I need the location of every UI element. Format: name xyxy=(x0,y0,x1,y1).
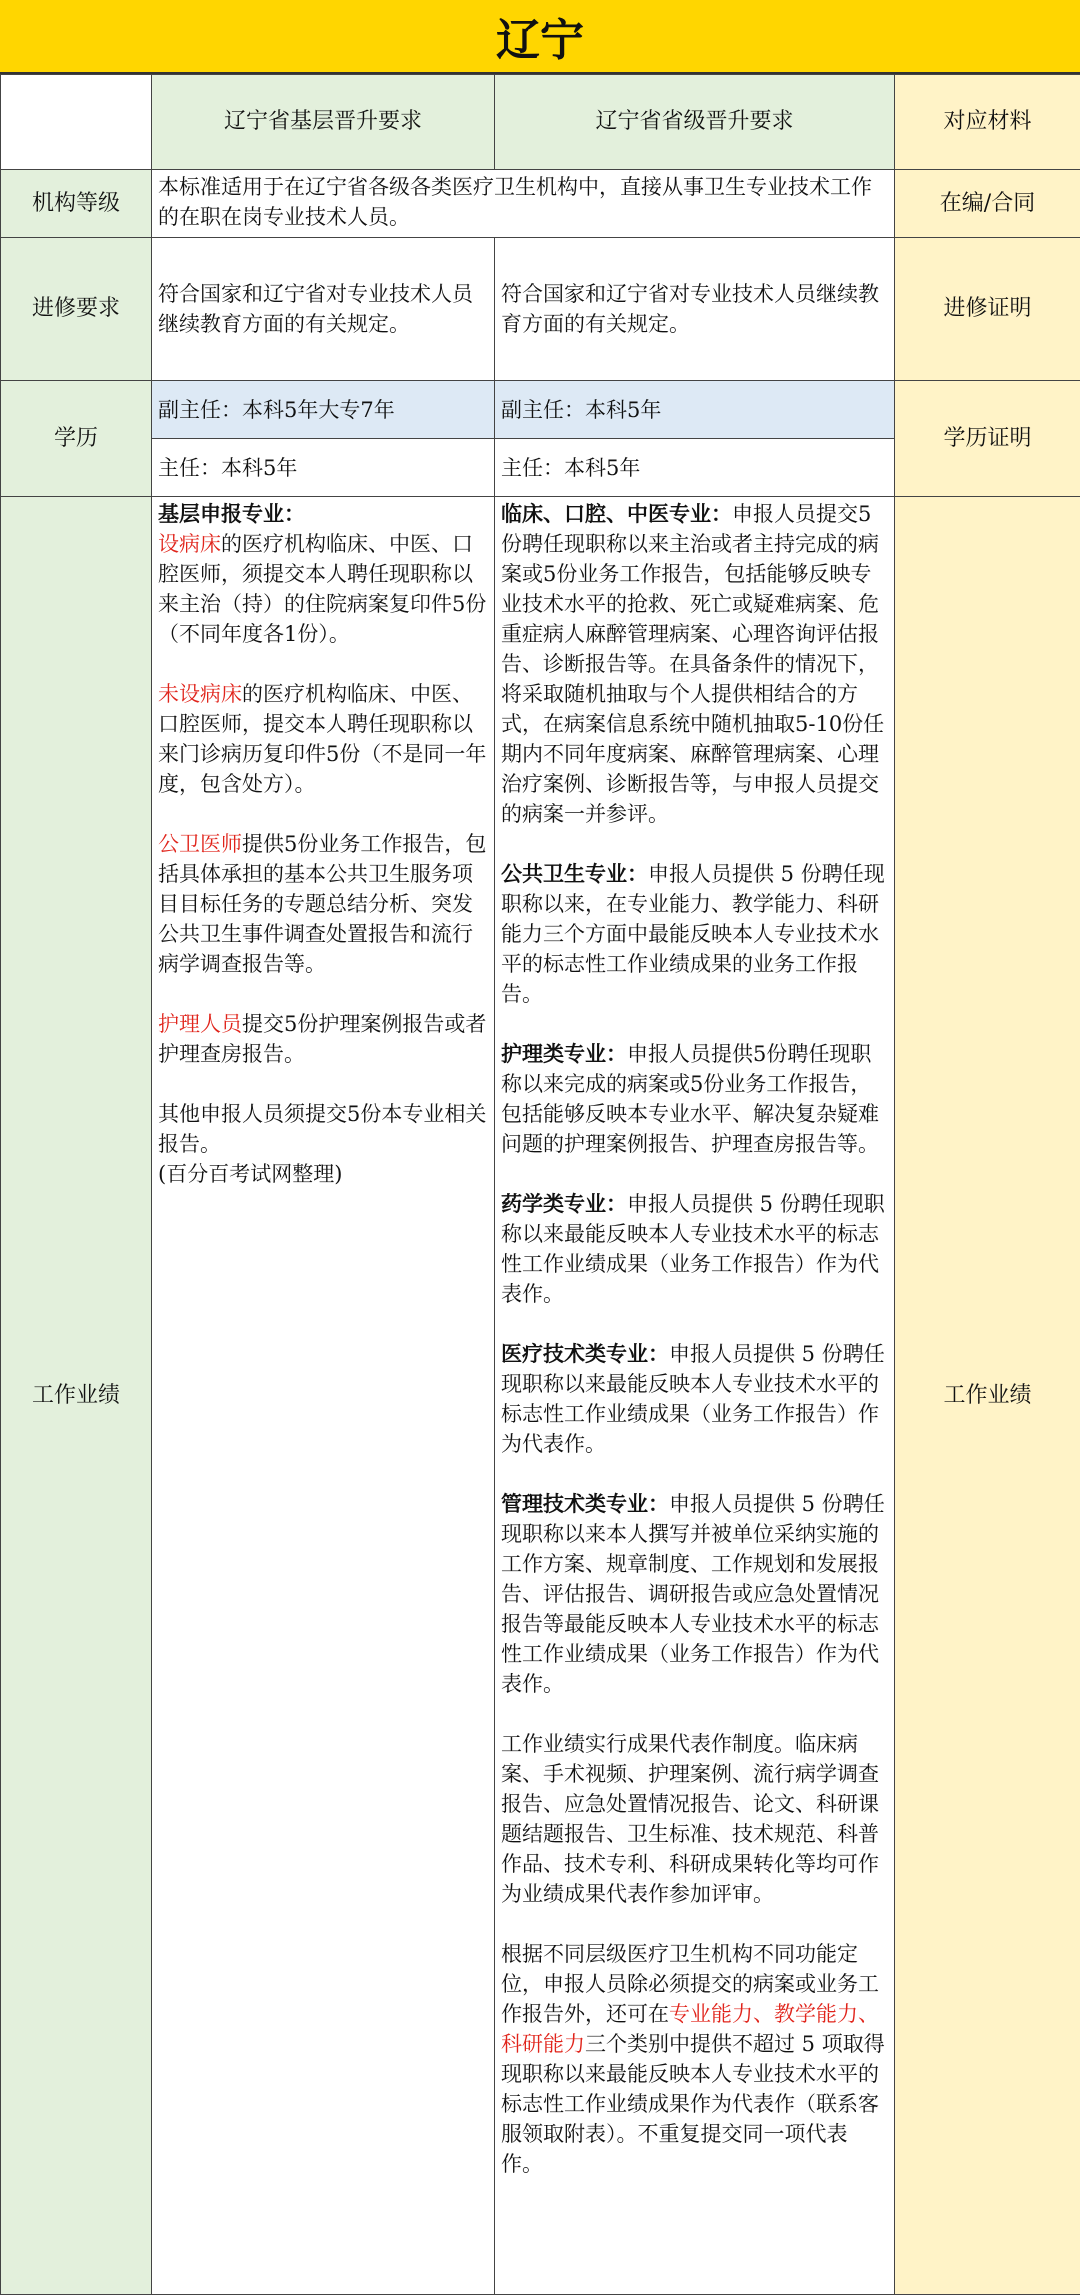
education-row-deputy xyxy=(1,381,1080,439)
header-blank-cell xyxy=(1,75,152,170)
training-basic: 符合国家和辽宁省对专业技术人员继续教育方面的有关规定。 xyxy=(152,238,495,381)
requirements-table xyxy=(0,74,1080,2295)
prov-section-public-health: 公共卫生专业：申报人员提供 5 份聘任现职称以来，在专业能力、教学能力、科研能力三个方面中最能反映本人专业技术水平的标志性工作业绩成果的业务工作报告。 xyxy=(501,859,888,1009)
institution-content: 本标准适用于在辽宁省各级各类医疗卫生机构中，直接从事卫生专业技术工作的在职在岗专业技术人员。 xyxy=(152,170,895,238)
performance-provincial xyxy=(495,497,895,2295)
basic-para-1: 设病床的医疗机构临床、中医、口腔医师，须提交本人聘任现职称以来主治（持）的住院病案复印件5份（不同年度各1份）。 xyxy=(158,529,488,649)
education-provincial-deputy: 副主任：本科5年 xyxy=(495,381,895,439)
performance-label: 工作业绩 xyxy=(1,497,152,2295)
training-provincial: 符合国家和辽宁省对专业技术人员继续教育方面的有关规定。 xyxy=(495,238,895,381)
header-basic: 辽宁省基层晋升要求 xyxy=(152,75,495,170)
institution-label: 机构等级 xyxy=(1,170,152,238)
header-material: 对应材料 xyxy=(895,75,1080,170)
basic-para-4: 护理人员提交5份护理案例报告或者护理查房报告。 xyxy=(158,1009,488,1069)
training-material: 进修证明 xyxy=(895,238,1080,381)
performance-basic xyxy=(152,497,495,2295)
performance-material: 工作业绩 xyxy=(895,497,1080,2295)
prov-section-nursing: 护理类专业：申报人员提供5份聘任现职称以来完成的病案或5份业务工作报告，包括能够反映本专业水平、解决复杂疑难问题的护理案例报告、护理查房报告等。 xyxy=(501,1039,888,1159)
education-basic-deputy: 副主任：本科5年大专7年 xyxy=(152,381,495,439)
performance-row xyxy=(1,497,1080,2295)
education-provincial-chief: 主任：本科5年 xyxy=(495,439,895,497)
institution-material: 在编/合同 xyxy=(895,170,1080,238)
prov-section-clinical: 临床、口腔、中医专业：申报人员提交5份聘任现职称以来主治或者主持完成的病案或5份业务工作报告，包括能够反映专业技术水平的抢救、死亡或疑难病案、危重症病人麻醉管理病案、心理咨询评估报告、诊断报告等。在具备条件的情况下，将采取随机抽取与个人提供相结合的方式，在病案信息系统中随机抽取5-10份任期内不同年度病案、麻醉管理病案、心理治疗案例、诊断报告等，与申报人员提交的病案一并参评。 xyxy=(501,499,888,829)
education-basic-chief: 主任：本科5年 xyxy=(152,439,495,497)
basic-para-5: 其他申报人员须提交5份本专业相关报告。 xyxy=(158,1099,488,1159)
education-material: 学历证明 xyxy=(895,381,1080,497)
prov-section-representative: 工作业绩实行成果代表作制度。临床病案、手术视频、护理案例、流行病学调查报告、应急处置情况报告、论文、科研课题结题报告、卫生标准、技术规范、科普作品、技术专利、科研成果转化等均可作为业绩成果代表作参加评审。 xyxy=(501,1729,888,1909)
training-label: 进修要求 xyxy=(1,238,152,381)
header-row xyxy=(1,75,1080,170)
basic-para-3: 公卫医师提供5份业务工作报告，包括具体承担的基本公共卫生服务项目目标任务的专题总结分析、突发公共卫生事件调查处置报告和流行病学调查报告等。 xyxy=(158,829,488,979)
education-label: 学历 xyxy=(1,381,152,497)
prov-section-medtech: 医疗技术类专业：申报人员提供 5 份聘任现职称以来最能反映本人专业技术水平的标志性工作业绩成果（业务工作报告）作为代表作。 xyxy=(501,1339,888,1459)
basic-para-2: 未设病床的医疗机构临床、中医、口腔医师，提交本人聘任现职称以来门诊病历复印件5份（不是同一年度，包含处方）。 xyxy=(158,679,488,799)
basic-note: (百分百考试网整理) xyxy=(158,1159,488,1189)
institution-row xyxy=(1,170,1080,238)
header-provincial: 辽宁省省级晋升要求 xyxy=(495,75,895,170)
prov-section-management: 管理技术类专业：申报人员提供 5 份聘任现职称以来本人撰写并被单位采纳实施的工作方案、规章制度、工作规划和发展报告、评估报告、调研报告或应急处置情况报告等最能反映本人专业技术水平的标志性工作业绩成果（业务工作报告）作为代表作。 xyxy=(501,1489,888,1699)
prov-section-levels: 根据不同层级医疗卫生机构不同功能定位，申报人员除必须提交的病案或业务工作报告外，还可在专业能力、教学能力、科研能力三个类别中提供不超过 5 项取得现职称以来最能反映本人专业技术水平的标志性工作业绩成果作为代表作（联系客服领取附表）。不重复提交同一项代表作。 xyxy=(501,1939,888,2179)
training-row xyxy=(1,238,1080,381)
basic-heading: 基层申报专业： xyxy=(158,501,305,526)
page-title: 辽宁 xyxy=(0,0,1080,74)
prov-section-pharmacy: 药学类专业：申报人员提供 5 份聘任现职称以来最能反映本人专业技术水平的标志性工作业绩成果（业务工作报告）作为代表作。 xyxy=(501,1189,888,1309)
